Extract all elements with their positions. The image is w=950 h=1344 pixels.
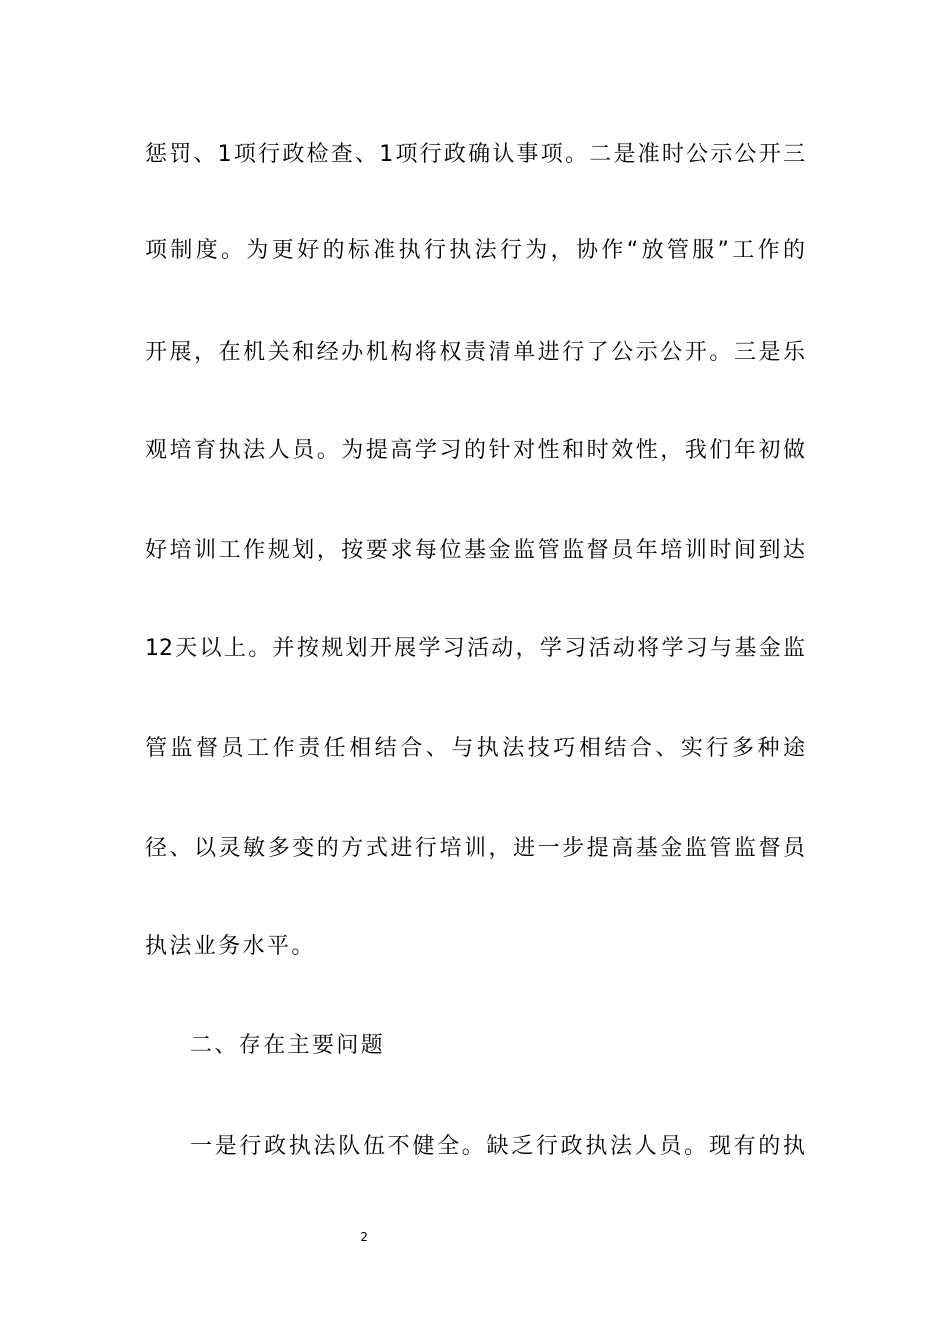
body-line-4: 观培育执法人员。为提高学习的针对性和时效性，我们年初做 [145,438,805,463]
body-line-5: 好培训工作规划，按要求每位基金监管监督员年培训时间到达 [145,538,805,563]
section-first-line: 一是行政执法队伍不健全。缺乏行政执法人员。现有的执 [190,1134,805,1159]
body-line-9: 执法业务水平。 [145,934,316,959]
body-line-3: 开展，在机关和经办机构将权责清单进行了公示公开。三是乐 [145,340,805,365]
body-line-1: 惩罚、1项行政检查、1项行政确认事项。二是准时公示公开三 [145,142,805,167]
body-line-7: 管监督员工作责任相结合、与执法技巧相结合、实行多种途 [145,736,805,761]
body-line-2: 项制度。为更好的标准执行执法行为，协作“放管服”工作的 [145,238,805,263]
page-number: 2 [360,1230,368,1244]
body-line-6: 12天以上。并按规划开展学习活动，学习活动将学习与基金监 [145,636,805,661]
section-heading: 二、存在主要问题 [190,1033,386,1058]
body-line-8: 径、以灵敏多变的方式进行培训，进一步提高基金监管监督员 [145,836,805,861]
